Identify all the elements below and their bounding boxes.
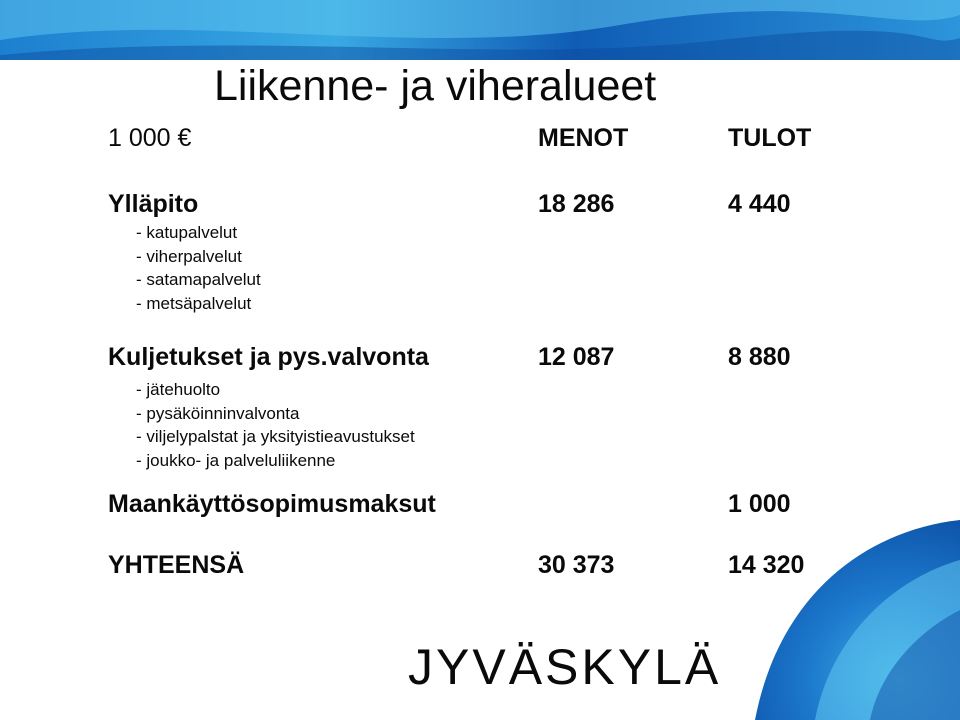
total-label: YHTEENSÄ (108, 551, 245, 579)
header-wave-graphic (0, 0, 960, 60)
page-title: Liikenne- ja viheralueet (214, 62, 657, 110)
list-item: - joukko- ja palveluliikenne (136, 450, 336, 470)
list-item: - viherpalvelut (136, 246, 242, 266)
total-tulot-value: 14 320 (728, 551, 805, 579)
section-tulot-value: 1 000 (728, 490, 791, 518)
section-menot-value: 18 286 (538, 190, 615, 218)
section-tulot-value: 8 880 (728, 343, 791, 371)
unit-label: 1 000 € (108, 124, 192, 152)
section-label: Kuljetukset ja pys.valvonta (108, 343, 429, 371)
corner-wave-graphic (720, 520, 960, 720)
column-header-menot: MENOT (538, 124, 629, 152)
section-tulot-value: 4 440 (728, 190, 791, 218)
section-label: Maankäyttösopimusmaksut (108, 490, 436, 518)
column-header-tulot: TULOT (728, 124, 812, 152)
section-item-list (136, 378, 415, 472)
list-item: - pysäköinninvalvonta (136, 403, 300, 423)
list-item: - viljelypalstat ja yksityistieavustukset (136, 427, 415, 446)
section-label: Ylläpito (108, 190, 199, 218)
list-item: - jätehuolto (136, 380, 221, 399)
total-menot-value: 30 373 (538, 551, 615, 579)
section-menot-value: 12 087 (538, 343, 615, 371)
list-item: - metsäpalvelut (136, 293, 252, 313)
list-item: - satamapalvelut (136, 270, 261, 289)
jyvaskyla-logo: JYVÄSKYLÄ (408, 639, 722, 695)
section-item-list (136, 221, 261, 315)
list-item: - katupalvelut (136, 223, 238, 242)
